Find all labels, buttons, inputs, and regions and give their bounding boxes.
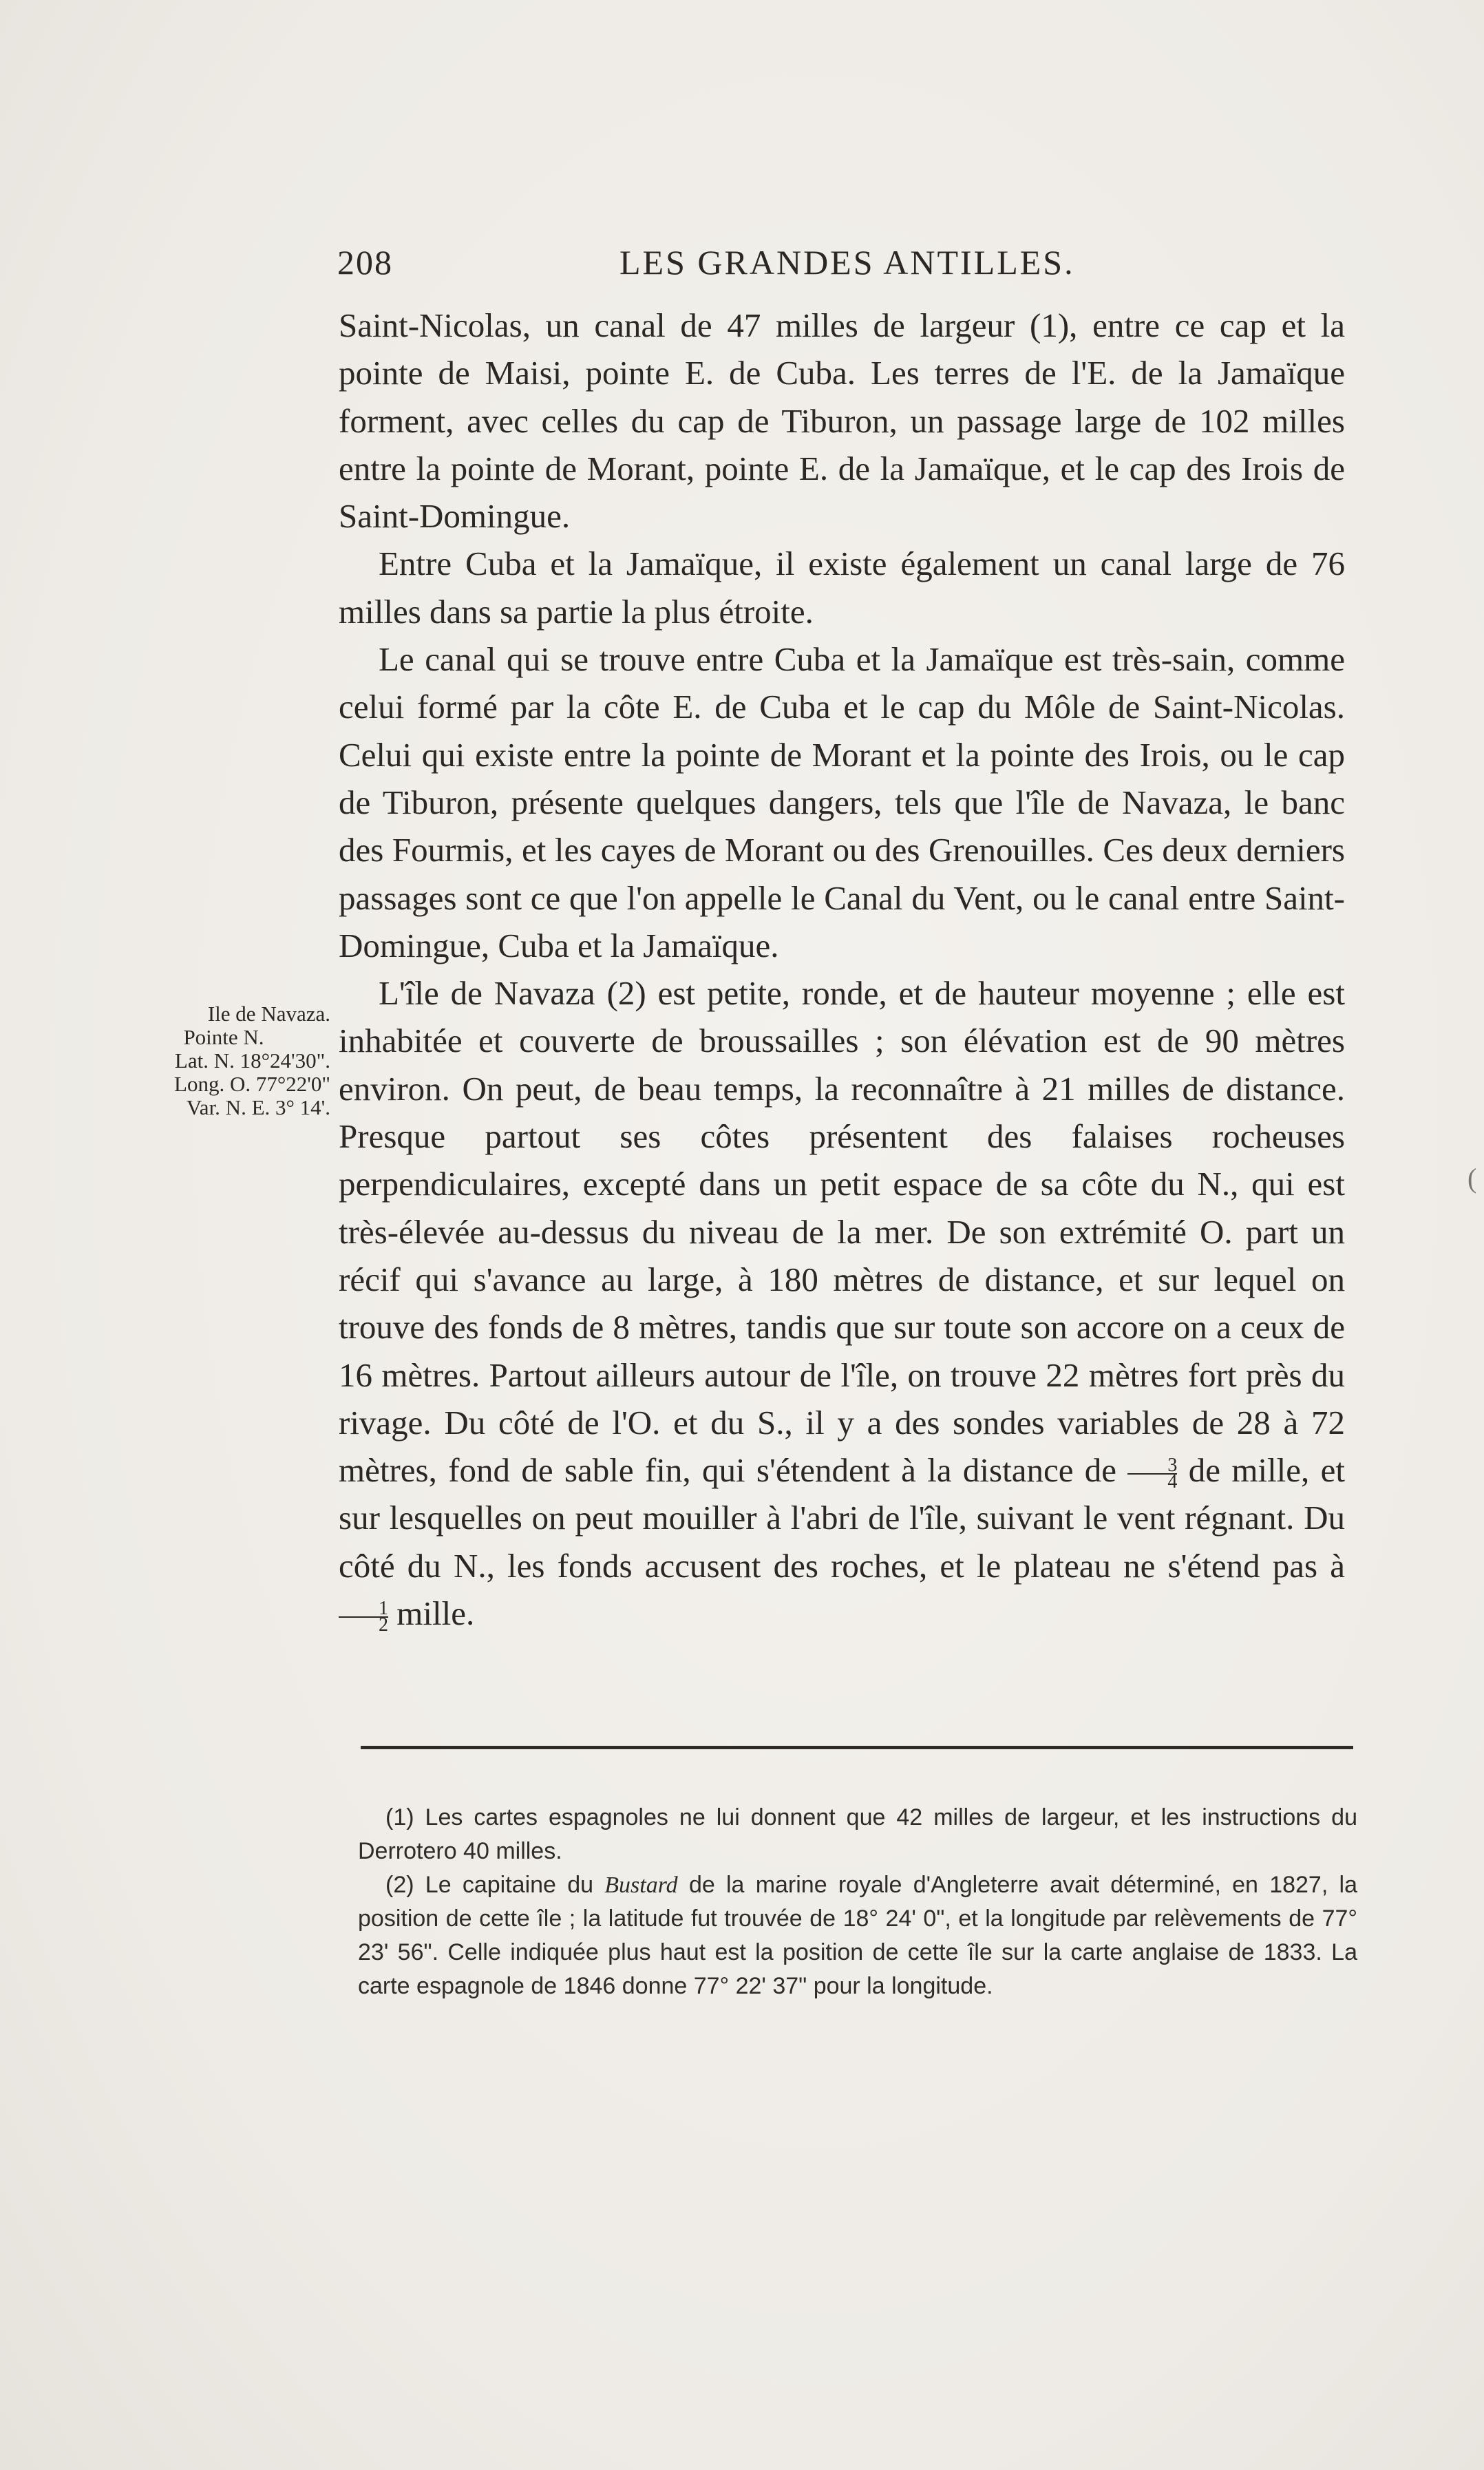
paragraph: Le canal qui se trouve entre Cuba et la Jamaïque est très-sain, comme celui formé par la côte E. de Cuba et le cap du Môle de Saint-Nicolas. Celui qui existe entre la pointe de Morant et la pointe des Irois, ou le cap de Tiburon, présente quelques dangers, tels que l'île de Navaza, le banc des Fourmis, et les cayes de Morant ou des Grenouilles. Ces deux derniers passages sont ce que l'on appelle le Canal du Vent, ou le canal entre Saint-Domingue, Cuba et la Jamaïque. (339, 640, 1345, 964)
margin-note-line: Long. O. 77°22'0" (174, 1072, 330, 1096)
fraction-one-half (339, 1597, 388, 1636)
stray-mark: ( (1467, 1163, 1477, 1194)
paragraph (339, 969, 1345, 1637)
page-number: 208 (337, 243, 393, 282)
fraction-numerator: 3 (1167, 1454, 1178, 1476)
paragraph: Saint-Nicolas, un canal de 47 milles de largeur (1), entre ce cap et la pointe de Maisi, pointe E. de Cuba. Les terres de l'E. de la Jamaïque forment, avec celles du cap de Tiburon, un passage large de 102 milles entre la pointe de Morant, pointe E. de la Jamaïque, et le cap des Irois de Saint-Domingue. (339, 306, 1345, 536)
footnote-rule (361, 1746, 1353, 1749)
paragraph-text: de mille, et sur lesquelles on peut mouiller à l'abri de l'île, suivant le vent régnant. Du côté du N., les fonds accusent des roches, et le plateau ne s'étend pas à (339, 1451, 1345, 1585)
margin-note (89, 1002, 330, 1119)
footnotes (358, 1801, 1357, 2003)
footnote-text: (2) Le capitaine du (385, 1872, 594, 1898)
margin-note-line: Pointe N. (183, 1025, 264, 1049)
fraction-numerator: 1 (379, 1597, 388, 1619)
paragraph-text: mille. (396, 1594, 475, 1633)
running-head (337, 242, 1349, 284)
footnote (358, 1868, 1357, 2003)
footnote-text: de la marine royale d'Angleterre avait déterminé, en 1827, la position de cette île ; la latitude fut trouvée de 18° 24' 0", et la longitude par relèvements de 77° 23' 56". Celle indiquée plus haut est la position de cette île sur la carte anglaise de 1833. La carte espagnole de 1846 donne 77° 22' 37" pour la longitude. (358, 1872, 1357, 1999)
fraction-three-quarters (1127, 1454, 1178, 1492)
margin-note-line: Ile de Navaza. (207, 1002, 330, 1026)
margin-note-line: Var. N. E. 3° 14'. (186, 1095, 330, 1119)
footnote: (1) Les cartes espagnoles ne lui donnent que 42 milles de largeur, et les instructions du Derrotero 40 milles. (358, 1804, 1357, 1864)
paragraph: Entre Cuba et la Jamaïque, il existe également un canal large de 76 milles dans sa partie la plus étroite. (339, 545, 1345, 631)
paragraph-text: L'île de Navaza (2) est petite, ronde, et de hauteur moyenne ; elle est inhabitée et couverte de broussailles ; son élévation est de 90 mètres environ. On peut, de beau temps, la reconnaître à 21 milles de distance. Presque partout ses côtes présentent des falaises rocheuses perpendiculaires, excepté dans un petit espace de sa côte du N., qui est très-élevée au-dessus du niveau de la mer. De son extrémité O. part un récif qui s'avance au large, à 180 mètres de distance, et sur lequel on trouve des fonds de 8 mètres, tandis que sur toute son accore on a ceux de 16 mètres. Partout ailleurs autour de l'île, on trouve 22 mètres fort près du rivage. Du côté de l'O. et du S., il y a des sondes variables de 28 à 72 mètres, fond de sable fin, qui s'étendent à la distance de (339, 974, 1345, 1490)
ship-name: Bustard (604, 1872, 678, 1898)
fraction-denominator: 2 (339, 1616, 388, 1633)
running-title: LES GRANDES ANTILLES. (619, 243, 1075, 282)
fraction-denominator: 4 (1127, 1473, 1177, 1490)
margin-note-line: Lat. N. 18°24'30". (174, 1048, 330, 1073)
body-text (339, 302, 1345, 1637)
